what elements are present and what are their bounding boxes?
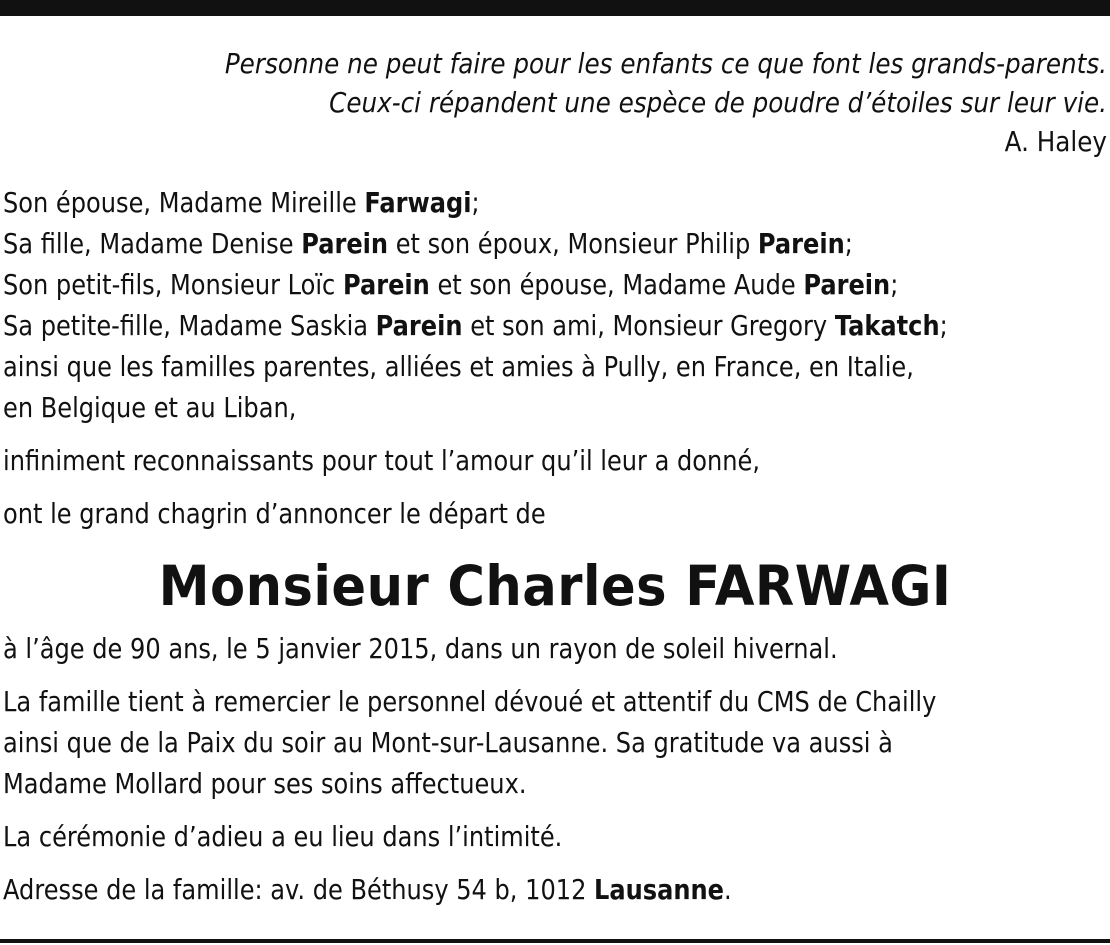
spouse-text: Son épouse, Madame Mireille: [3, 186, 365, 219]
family-granddaughter: [3, 305, 1107, 346]
spouse-end: ;: [471, 186, 480, 219]
thanks-line-2: ainsi que de la Paix du soir au Mont-sur-Lausanne. Sa gratitude va aussi à: [3, 726, 893, 759]
daughter-mid: et son époux, Monsieur Philip: [388, 227, 758, 260]
obituary-notice: [3, 44, 1107, 910]
granddaughter-text: Sa petite-fille, Madame Saskia: [3, 309, 376, 342]
son-in-law-surname: Parein: [757, 227, 845, 260]
gratitude-line: infiniment reconnaissants pour tout l’amour qu’il leur a donné,: [3, 444, 761, 477]
granddaughter-partner-surname: Takatch: [834, 309, 940, 342]
top-rule: [0, 0, 1110, 16]
quote-line-2: Ceux-ci répandent une espèce de poudre d’étoiles sur leur vie.: [329, 86, 1107, 119]
thanks-line-1: La famille tient à remercier le personnel dévoué et attentif du CMS de Chailly: [3, 685, 937, 718]
daughter-surname: Parein: [301, 227, 389, 260]
quote-author: A. Haley: [1004, 125, 1107, 158]
ceremony-line: La cérémonie d’adieu a eu lieu dans l’intimité.: [3, 820, 563, 853]
family-spouse: [3, 182, 1107, 223]
epigraph-quote: [135, 44, 1107, 161]
address-city: Lausanne: [594, 873, 725, 906]
granddaughter-mid: et son ami, Monsieur Gregory: [462, 309, 835, 342]
family-grandson: [3, 264, 1107, 305]
deceased-name: Monsieur Charles FARWAGI: [158, 554, 952, 618]
granddaughter-end: ;: [939, 309, 948, 342]
spouse-surname: Farwagi: [364, 186, 472, 219]
quote-line-1: Personne ne peut faire pour les enfants ce que font les grands-parents.: [224, 47, 1107, 80]
grandson-mid: et son épouse, Madame Aude: [429, 268, 804, 301]
daughter-end: ;: [844, 227, 853, 260]
grandson-text: Son petit-fils, Monsieur Loïc: [3, 268, 343, 301]
death-info: à l’âge de 90 ans, le 5 janvier 2015, dans un rayon de soleil hivernal.: [3, 632, 838, 665]
family-daughter: [3, 223, 1107, 264]
bottom-rule: [0, 939, 1110, 943]
grandson-end: ;: [890, 268, 899, 301]
address-end: .: [724, 873, 732, 906]
family-address: [3, 869, 1107, 910]
address-text: Adresse de la famille: av. de Béthusy 54 b, 1012: [3, 873, 595, 906]
relatives-line-2: en Belgique et au Liban,: [3, 391, 297, 424]
daughter-text: Sa fille, Madame Denise: [3, 227, 302, 260]
family-list: [3, 182, 1107, 428]
grandson-spouse-surname: Parein: [803, 268, 891, 301]
granddaughter-surname: Parein: [375, 309, 463, 342]
thanks-paragraph: [3, 681, 1107, 804]
announcement-line: ont le grand chagrin d’annoncer le départ de: [3, 497, 546, 530]
thanks-line-3: Madame Mollard pour ses soins affectueux.: [3, 767, 527, 800]
grandson-surname: Parein: [342, 268, 430, 301]
relatives-line-1: ainsi que les familles parentes, alliées et amies à Pully, en France, en Italie,: [3, 350, 914, 383]
